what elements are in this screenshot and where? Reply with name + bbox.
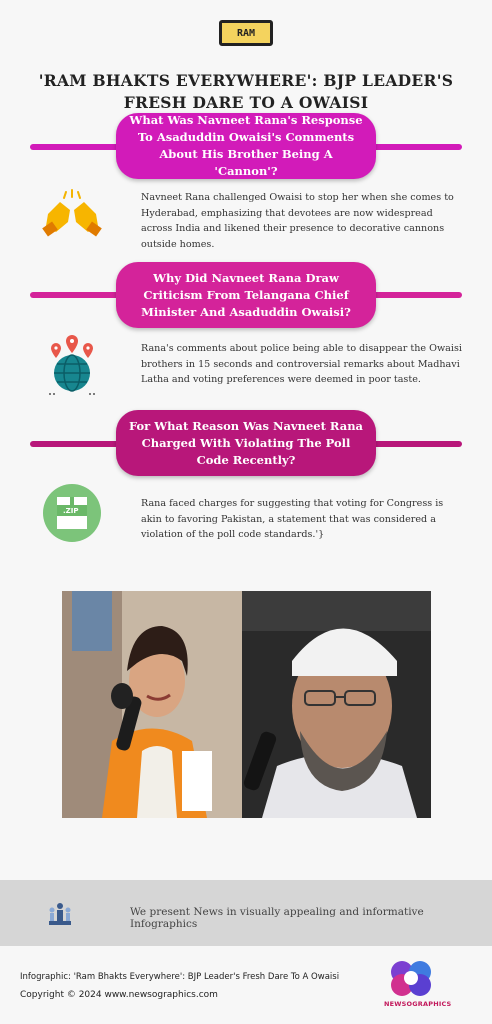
zip-label: .ZIP [63,507,79,515]
infographic-caption: Infographic: 'Ram Bhakts Everywhere': BJP Leader's Fresh Dare To A Owaisi [20,972,340,982]
newsographics-logo-icon [388,958,434,998]
section-2-answer: Rana's comments about police being able to disappear the Owaisi brothers in 15 seconds and controversial remarks about Madhavi Latha and voting preferences were deemed in poor taste. [141,343,462,385]
section-1-answer: Navneet Rana challenged Owaisi to stop her when she comes to Hyderabad, emphasizing that devotees are now widespread across India and likened their presence to decorative cannons outside homes. [141,192,454,250]
section-1-question: What Was Navneet Rana's Response To Asaduddin Owaisi's Comments About His Brother Being A 'Cannon'? [116,113,376,179]
news-photo [62,591,431,818]
page-title: 'RAM BHAKTS EVERYWHERE': BJP LEADER'S FRESH DARE TO A OWAISI [38,71,454,112]
ram-badge-logo [219,20,273,46]
section-3-answer: Rana faced charges for suggesting that voting for Congress is akin to favoring Pakistan, a statement that was considered a violation of the poll code standards.'} [141,498,444,540]
section-2-question: Why Did Navneet Rana Draw Criticism From Telangana Chief Minister And Asaduddin Owaisi? [116,262,376,328]
globe-location-icon [44,333,100,397]
copyright-link[interactable]: Copyright © 2024 www.newsographics.com [20,990,218,1000]
section-3-question: For What Reason Was Navneet Rana Charged With Violating The Poll Code Recently? [116,410,376,476]
footer-tagline: We present News in visually appealing and informative Infographics [130,906,424,930]
badge-text: RAM [236,27,256,39]
brand-name: NEWSOGRAPHICS [384,1000,452,1008]
team-icon [47,901,73,927]
high-five-icon [42,188,102,238]
